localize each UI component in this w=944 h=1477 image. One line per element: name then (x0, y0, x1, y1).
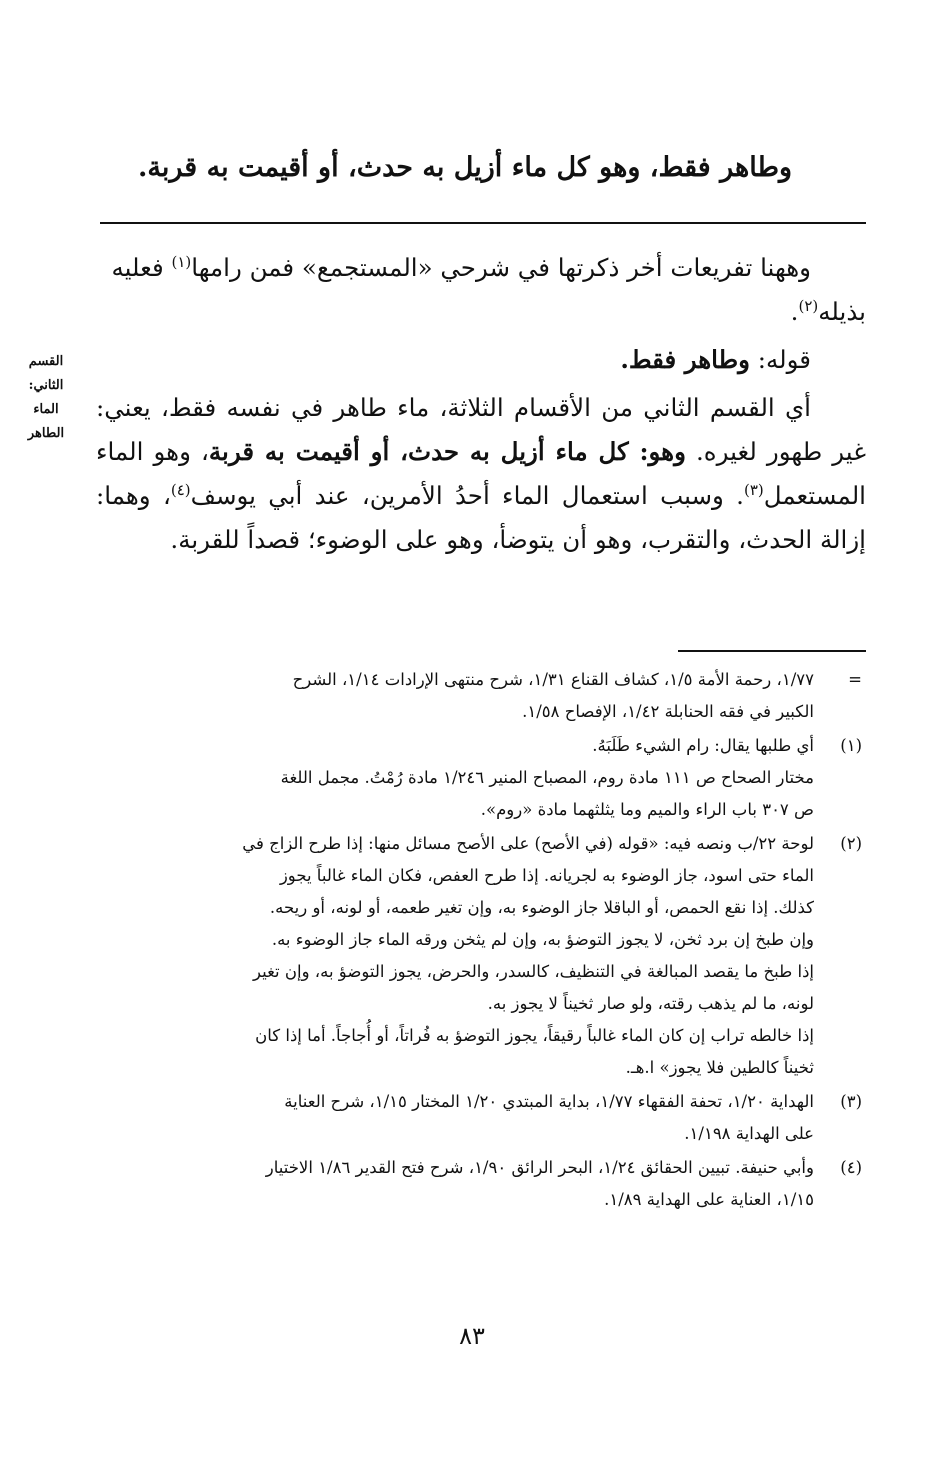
footnote-1 (92, 730, 866, 826)
footnote-line: ص ٣٠٧ باب الراء والميم وما يثلثهما مادة «روم». (480, 800, 814, 819)
page-number: ٨٣ (459, 1322, 485, 1350)
p3-text-b: ، وهو الماء المستعمل (96, 437, 866, 510)
footnote-number: (١) (840, 736, 862, 755)
p3-bold-definition: وهو: كل ماء أزيل به حدث، أو أقيمت به قربة (208, 437, 686, 466)
matn-heading: وطاهر فقط، وهو كل ماء أزيل به حدث، أو أقيمت به قربة. (138, 152, 792, 183)
p3-text-a: أي القسم الثاني من الأقسام الثلاثة، ماء طاهر في نفسه فقط، يعني: غير طهور لغيره. (96, 393, 867, 466)
footnote-line: ١/١٥، العناية على الهداية ١/٨٩. (604, 1190, 814, 1209)
footnote-ref-4[interactable]: (٤) (170, 480, 191, 499)
commentary-body (96, 246, 866, 562)
p1-text: وههنا تفريعات أخر ذكرتها في شرحي «المستجمع» فمن رامها (191, 253, 811, 282)
footnote-number: = (848, 670, 862, 689)
footnote-line: وإن طبخ إن برد ثخن، لا يجوز التوضؤ به، وإن لم يثخن ورقه الماء جاز الوضوء به. (271, 930, 814, 949)
footnote-number: (٣) (840, 1092, 862, 1111)
footnote-line: على الهداية ١/١٩٨. (684, 1124, 814, 1143)
paragraph-1 (96, 246, 866, 334)
p1-end: . (790, 297, 799, 326)
footnote-line: وأبي حنيفة. تبيين الحقائق ١/٢٤، البحر الرائق ١/٩٠، شرح فتح القدير ١/٨٦ الاختيار (265, 1158, 814, 1177)
footnote-line: الكبير في فقه الحنابلة ١/٤٢، الإفصاح ١/٥٨. (522, 702, 814, 721)
footnote-line: ثخيناً كالطين فلا يجوز» ا.هـ. (625, 1058, 814, 1077)
qawluhu-line (96, 338, 866, 382)
p3-text-c: . وسبب استعمال الماء أحدُ الأمرين، عند أبي يوسف (190, 481, 744, 510)
footnote-line: مختار الصحاح ص ١١١ مادة روم، المصباح المنير ١/٢٤٦ مادة رُمْتُ. مجمل اللغة (280, 768, 814, 787)
qawluhu-label: قوله: (749, 345, 811, 374)
footnote-ref-3[interactable]: (٣) (743, 480, 764, 499)
footnote-line: الماء حتى اسود، جاز الوضوء به لجريانه. إذا طرح العفص، فكان الماء غالباً يجوز (279, 866, 814, 885)
paragraph-3 (96, 386, 866, 562)
footnote-number: (٢) (840, 834, 862, 853)
footnote-line: كذلك. إذا نقع الحمص، أو الباقلا جاز الوضوء به، وإن تغير طعمه، أو لونه، أو ريحه. (269, 898, 814, 917)
footnote-line: إذا خالطه تراب إن كان الماء غالباً رقيقاً، يجوز التوضؤ به فُراتاً، أو أُجاجاً. أما إذا كان (255, 1026, 814, 1045)
footnote-line: ١/٧٧، رحمة الأمة ١/٥، كشاف القناع ١/٣١، شرح منتهى الإرادات ١/١٤، الشرح (292, 670, 814, 689)
matn-divider (100, 222, 866, 224)
margin-note-line-4: الطاهر (27, 426, 65, 441)
footnote-divider (678, 650, 866, 652)
margin-note-line-3: الماء (33, 402, 59, 417)
margin-note-line-2: الثاني: (28, 378, 64, 393)
footnote-line: لونه، ما لم يذهب رقته، ولو صار ثخيناً لا يجوز به. (487, 994, 814, 1013)
footnote-line: لوحة ٢٢/ب ونصه فيه: «قوله (في الأصح) على الأصح مسائل منها: إذا طرح الزاج في (242, 834, 814, 853)
footnote-ref-1[interactable]: (١) (171, 252, 192, 271)
p1-text-2: فعليه بذيله (111, 253, 866, 326)
footnotes (92, 664, 866, 1218)
footnote-3 (92, 1086, 866, 1150)
footnote-continuation (92, 664, 866, 728)
p3-text-d: ، وهما: إزالة الحدث، والتقرب، وهو أن يتوضأ، وهو على الوضوء؛ قصداً للقربة. (96, 481, 866, 554)
footnote-2 (92, 828, 866, 1084)
footnote-line: إذا طبخ ما يقصد المبالغة في التنظيف، كالسدر، والحرض، يجوز التوضؤ به، وإن تغير (253, 962, 814, 981)
footnote-number: (٤) (840, 1158, 862, 1177)
qawluhu-bold: وطاهر فقط. (620, 345, 750, 374)
margin-note-line-1: القسم (28, 354, 64, 369)
footnote-line: أي طلبها يقال: رام الشيء طَلَبَهُ. (592, 736, 814, 755)
margin-note (10, 350, 82, 446)
footnote-ref-2[interactable]: (٢) (798, 296, 819, 315)
footnote-4 (92, 1152, 866, 1216)
footnote-line: الهداية ١/٢٠، تحفة الفقهاء ١/٧٧، بداية المبتدي ١/٢٠ المختار ١/١٥، شرح العناية (284, 1092, 814, 1111)
